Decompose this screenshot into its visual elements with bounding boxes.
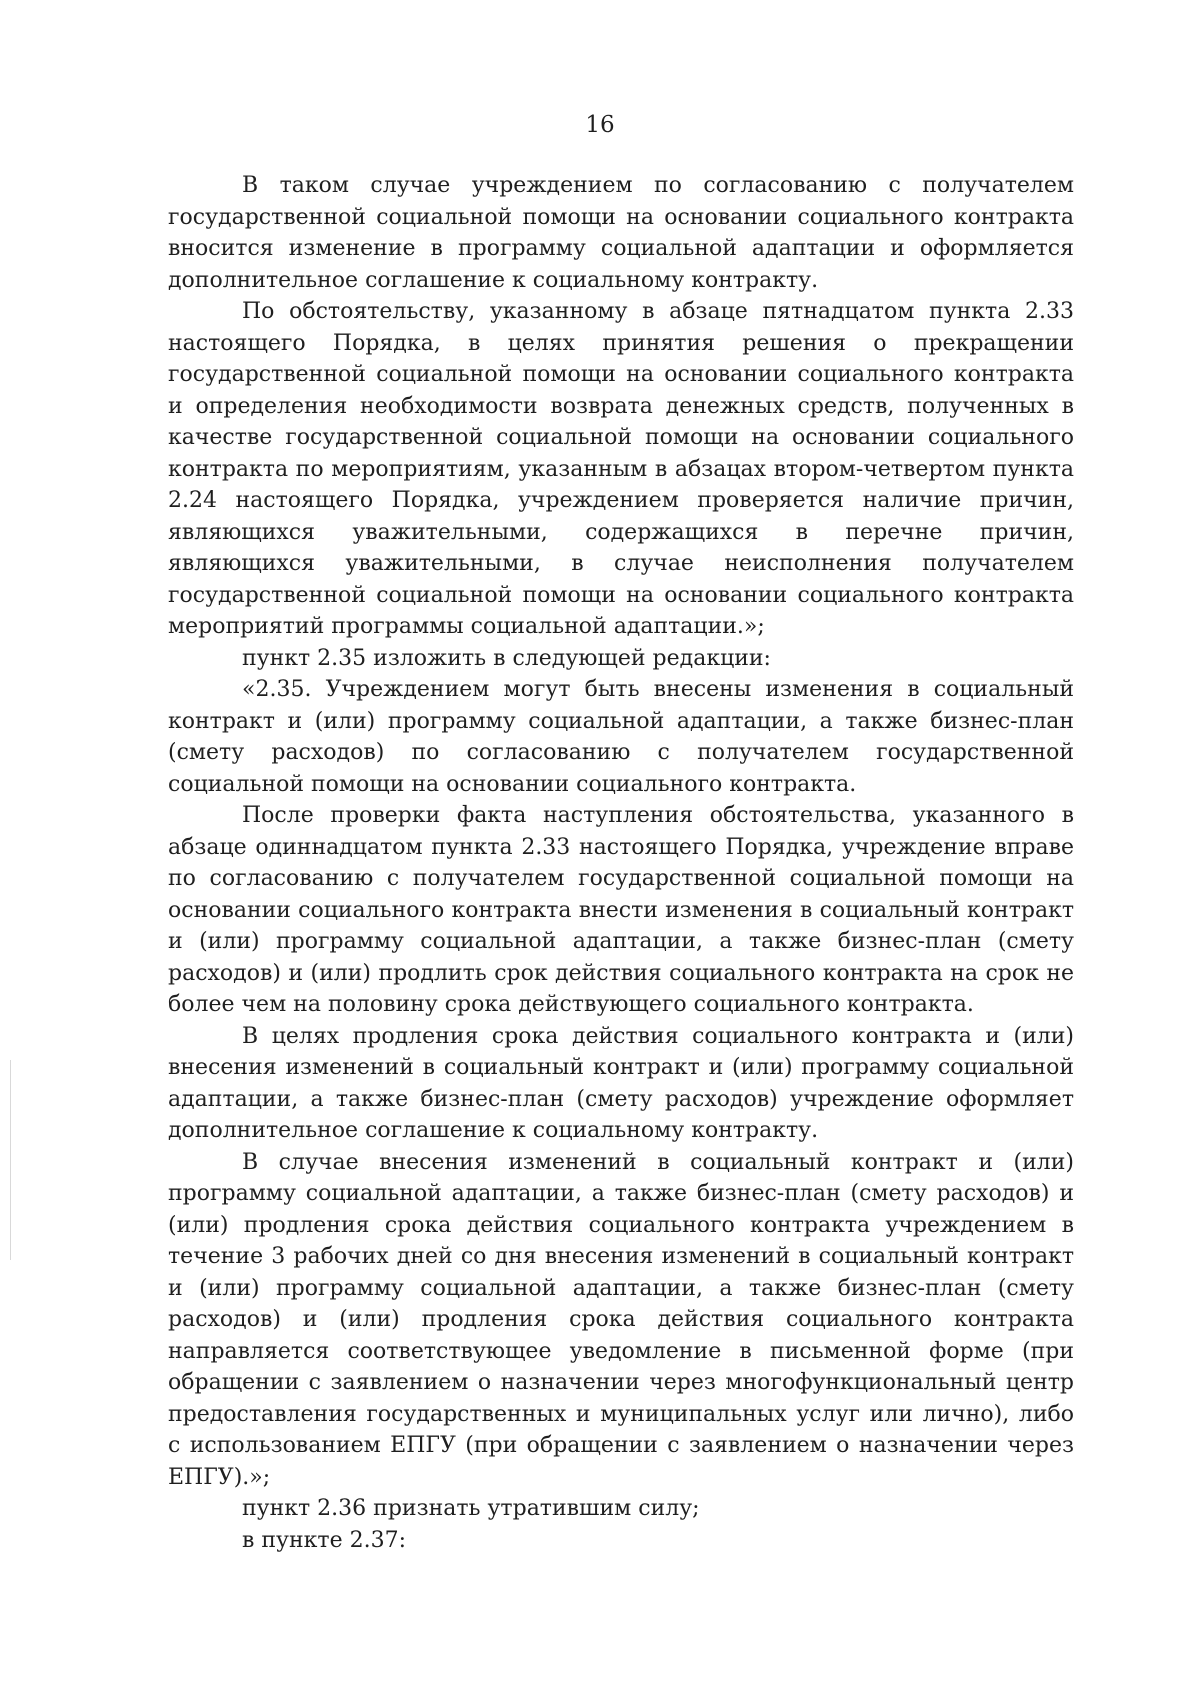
paragraph: После проверки факта наступления обстоятельства, указанного в абзаце одиннадцатом пункта 2.33 настоящего Порядка, учреждение вправе по согласованию с получателем государственной социальной помощи на основании социального контракта внести изменения в социальный контракт и (или) программу социальной адаптации, а также бизнес-план (смету расходов) и (или) продлить срок действия социального контракта на срок не более чем на половину срока действующего социального контракта. xyxy=(168,803,1074,1017)
paragraph: В целях продления срока действия социального контракта и (или) внесения изменений в социальный контракт и (или) программу социальной адаптации, а также бизнес-план (смету расходов) учреждение оформляет дополнительное соглашение к социальному контракту. xyxy=(168,1023,1074,1143)
paragraph: «2.35. Учреждением могут быть внесены изменения в социальный контракт и (или) программу социальной адаптации, а также бизнес-план (смету расходов) по согласованию с получателем государственной социальной помощи на основании социального контракта. xyxy=(168,677,1074,797)
scan-edge-line xyxy=(10,1060,11,1260)
page-number: 16 xyxy=(585,112,615,138)
paragraph: В случае внесения изменений в социальный контракт и (или) программу социальной адаптации, а также бизнес-план (смету расходов) и (или) продления срока действия социального контракта учреждением в течение 3 рабочих дней со дня внесения изменений в социальный контракт и (или) программу социальной адаптации, а также бизнес-план (смету расходов) и (или) продления срока действия социального контракта направляется соответствующее уведомление в письменной форме (при обращении с заявлением о назначении через многофункциональный центр предоставления государственных и муниципальных услуг или лично), либо с использованием ЕПГУ (при обращении с заявлением о назначении через ЕПГУ).»; xyxy=(168,1149,1074,1490)
paragraph: По обстоятельству, указанному в абзаце пятнадцатом пункта 2.33 настоящего Порядка, в целях принятия решения о прекращении государственной социальной помощи на основании социального контракта и определения необходимости возврата денежных средств, полученных в качестве государственной социальной помощи на основании социального контракта по мероприятиям, указанным в абзацах втором-четвертом пункта 2.24 настоящего Порядка, учреждением проверяется наличие причин, являющихся уважительными, содержащихся в перечне причин, являющихся уважительными, в случае неисполнения получателем государственной социальной помощи на основании социального контракта мероприятий программы социальной адаптации.»; xyxy=(168,299,1074,639)
paragraph: в пункте 2.37: xyxy=(242,1527,406,1553)
document-body xyxy=(168,170,1074,1556)
paragraph: пункт 2.35 изложить в следующей редакции: xyxy=(242,645,771,671)
paragraph: пункт 2.36 признать утратившим силу; xyxy=(242,1496,700,1521)
paragraph: В таком случае учреждением по согласованию с получателем государственной социальной помощи на основании социального контракта вносится изменение в программу социальной адаптации и оформляется дополнительное соглашение к социальному контракту. xyxy=(168,173,1074,293)
